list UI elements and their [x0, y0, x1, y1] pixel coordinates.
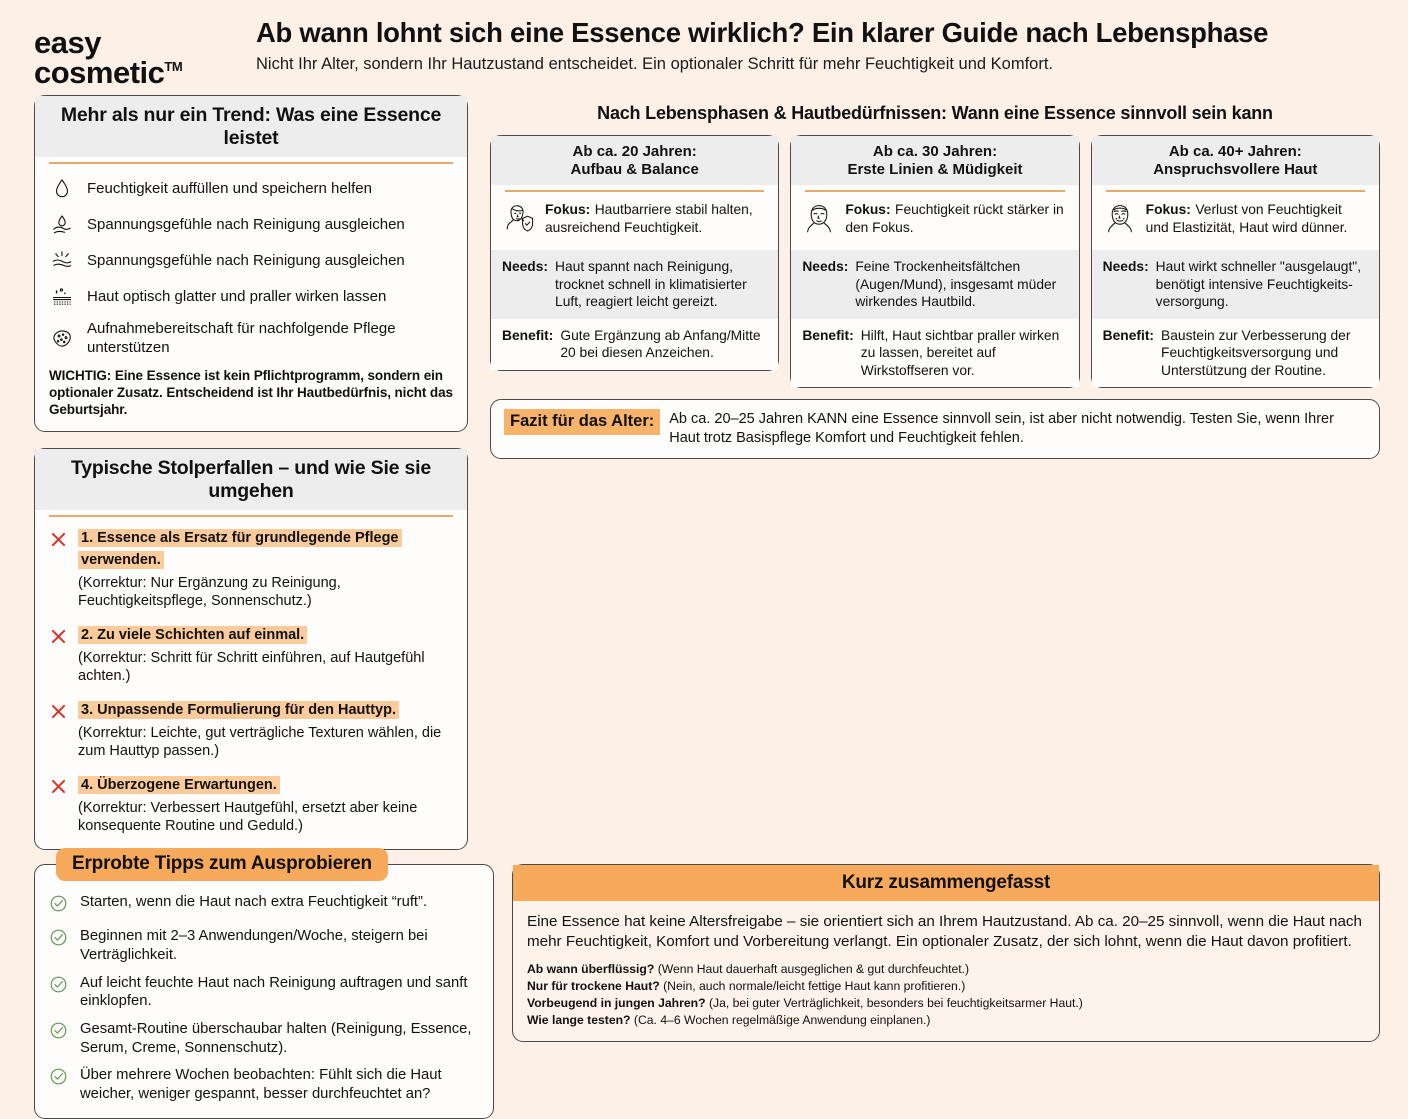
phase-needs-row [491, 250, 778, 319]
list-item-label: Gesamt-Routine überschaubar halten (Reinigung, Essence, Serum, Creme, Sonnenschutz). [80, 1021, 472, 1056]
benefit-label: Benefit: [1102, 327, 1155, 343]
phase-card-header [1092, 136, 1379, 185]
phase-benefit-row [791, 319, 1078, 388]
focus-text: Feuchtigkeit rückt stärker in den Fokus. [845, 202, 1064, 236]
cross-icon [49, 625, 69, 685]
list-item [49, 927, 478, 964]
summary-card-body [513, 901, 1379, 1041]
brand-logo [34, 18, 242, 89]
list-item-label: Spannungsgefühle nach Reinigung ausgleichen [87, 251, 405, 269]
faq-item [527, 961, 1365, 978]
list-item-label: Über mehrere Wochen beobachten: Fühlt sich die Haut weicher, weniger gespannt, besser durchfeuchtet an? [80, 1067, 442, 1102]
pitfalls-card-body [35, 517, 467, 849]
benefit-label: Benefit: [802, 327, 854, 343]
needs-text: Haut spannt nach Reinigung, trocknet schnell in klimatisierter Luft, reagiert leicht gereizt. [555, 259, 747, 310]
list-item-label: Feuchtigkeit auffüllen und speichern helfen [87, 179, 372, 197]
pitfall-correction: (Korrektur: Nur Ergänzung zu Reinigung, Feuchtigkeitspflege, Sonnenschutz.) [78, 574, 341, 609]
needs-label: Needs: [502, 259, 549, 275]
benefits-list [49, 176, 453, 358]
pitfall-correction: (Korrektur: Schritt für Schritt einführen, auf Hautgefühl achten.) [78, 649, 425, 684]
summary-section [512, 864, 1380, 1042]
list-item [49, 212, 453, 238]
pitfall-item [49, 775, 453, 835]
page-title: Ab wann lohnt sich eine Essence wirklich? Ein klarer Guide nach Lebensphase [256, 17, 1269, 48]
benefits-card-title: Mehr als nur ein Trend: Was eine Essence leistet [60, 103, 442, 149]
bottom-row [0, 850, 1408, 1119]
phase-card-header [791, 136, 1078, 185]
splash-icon [49, 248, 75, 274]
list-item [49, 893, 478, 919]
faq-list [527, 961, 1365, 1028]
focus-label: Fokus: [545, 202, 591, 218]
summary-paragraph: Eine Essence hat keine Altersfreigabe – sie orientiert sich an Ihrem Hautzustand. Ab ca. 20–25 sinnvoll, wenn die Haut nach mehr Feuchtigkeit, Komfort und Vorbereitung verlangt. Ein optionaler Zusatz, der sich lohnt, wenn die Haut davon profitiert. [527, 912, 1362, 950]
phase-age-label: Ab ca. 40+ Jahren: [1168, 142, 1302, 160]
faq-question: Vorbeugend in jungen Jahren? [527, 995, 706, 1010]
faq-answer: (Wenn Haut dauerhaft ausgeglichen & gut durchfeuchtet.) [657, 962, 970, 977]
phase-theme-label: Erste Linien & Müdigkeit [847, 160, 1023, 178]
phase-age-label: Ab ca. 30 Jahren: [872, 142, 998, 160]
phases-card-row [490, 135, 1380, 389]
list-item [49, 176, 453, 202]
pitfall-body [78, 528, 453, 610]
list-item-label: Beginnen mit 2–3 Anwendungen/Woche, steigern bei Verträglichkeit. [80, 928, 428, 964]
list-item [49, 248, 453, 274]
benefits-card-header [35, 96, 467, 157]
phase-benefit-row [1092, 319, 1379, 388]
tips-card [34, 864, 494, 1119]
faq-answer: (Nein, auch normale/leicht fettige Haut kann profitieren.) [663, 979, 966, 994]
face-shield-icon [502, 201, 536, 241]
trademark-symbol: TM [164, 59, 183, 75]
important-note: WICHTIG: Eine Essence ist kein Pflichtprogramm, sondern ein optionaler Zusatz. Entscheidend ist Ihr Hautbedürfnis, nicht das Geburtsjahr. [49, 367, 453, 418]
list-item [49, 320, 453, 358]
list-item [49, 1020, 478, 1057]
brand-line-1: easy [34, 25, 101, 60]
pitfall-body [78, 625, 453, 685]
face-tired-icon [802, 201, 836, 241]
pitfalls-card-title: Typische Stolperfallen – und wie Sie sie umgehen [70, 456, 432, 502]
list-item [49, 284, 453, 310]
phase-focus-text-wrap [1146, 201, 1368, 241]
pitfall-item [49, 625, 453, 685]
drop-on-hand-icon [49, 212, 75, 238]
check-circle-icon [49, 1020, 69, 1057]
fazit-banner [490, 399, 1380, 459]
phase-focus-row [1092, 192, 1379, 250]
faq-item [527, 1012, 1365, 1029]
header-text [242, 18, 1380, 75]
focus-label: Fokus: [845, 202, 891, 218]
faq-question: Nur für trockene Haut? [527, 979, 660, 994]
right-column [490, 95, 1380, 850]
pitfall-correction: (Korrektur: Leichte, gut verträgliche Texturen wählen, die zum Hauttyp passen.) [78, 724, 442, 759]
check-circle-icon [49, 893, 69, 919]
faq-item [527, 995, 1365, 1012]
faq-answer: (Ca. 4–6 Wochen regelmäßige Anwendung einplanen.) [633, 1012, 931, 1027]
pitfall-title: 4. Überzogene Erwartungen. [78, 776, 280, 794]
tips-section [34, 852, 494, 1119]
brand-line-2-text: cosmetic [34, 55, 165, 91]
faq-question: Wie lange testen? [527, 1012, 631, 1027]
header [0, 0, 1408, 95]
left-column [34, 95, 468, 850]
face-mature-icon [1103, 201, 1137, 241]
list-item-label: Haut optisch glatter und praller wirken lassen [87, 287, 387, 305]
phase-needs-row [791, 250, 1078, 319]
page-subtitle: Nicht Ihr Alter, sondern Ihr Hautzustand entscheidet. Ein optionaler Schritt für mehr Feuchtigkeit und Komfort. [256, 54, 1053, 73]
pitfall-body [78, 775, 453, 835]
benefit-text: Hilft, Haut sichtbar praller wirken zu lassen, bereitet auf Wirkstoffseren vor. [860, 327, 1060, 378]
pitfalls-card [34, 448, 468, 850]
tips-card-title: Erprobte Tipps zum Ausprobieren [56, 848, 388, 881]
list-item-label: Aufnahmebereitschaft für nachfolgende Pflege unterstützen [87, 320, 396, 356]
list-item-label: Spannungsgefühle nach Reinigung ausgleichen [87, 215, 405, 233]
focus-text: Verlust von Feuchtigkeit und Elastizität, Haut wird dünner. [1145, 202, 1348, 236]
pitfall-title: 1. Essence als Ersatz für grundlegende Pflege verwenden. [78, 529, 402, 569]
benefits-card-body [35, 164, 467, 430]
faq-item [527, 978, 1365, 995]
fazit-text: Ab ca. 20–25 Jahren KANN eine Essence sinnvoll sein, ist aber nicht notwendig. Testen Sie, wenn Ihrer Haut trotz Basispflege Komfort und Feuchtigkeit fehlen. [669, 411, 1334, 447]
pitfall-body [78, 700, 453, 760]
phases-section-title: Nach Lebensphasen & Hautbedürfnissen: Wann eine Essence sinnvoll sein kann [597, 102, 1273, 123]
needs-label: Needs: [1102, 259, 1149, 275]
phase-card-40 [1091, 135, 1380, 389]
list-item [49, 974, 478, 1011]
list-item-label: Starten, wenn die Haut nach extra Feuchtigkeit “ruft”. [80, 893, 428, 910]
summary-card-title: Kurz zusammengefasst [513, 865, 1379, 901]
pitfall-item [49, 700, 453, 760]
water-drop-icon [49, 176, 75, 202]
cross-icon [49, 528, 69, 610]
benefit-text: Gute Ergänzung ab Anfang/Mitte 20 bei diesen Anzeichen. [560, 327, 761, 361]
cross-icon [49, 700, 69, 760]
phase-theme-label: Aufbau & Balance [570, 160, 699, 178]
benefit-text: Baustein zur Verbesserung der Feuchtigkeitsversorgung und Unterstützung der Routine. [1161, 327, 1351, 378]
phase-focus-row [791, 192, 1078, 250]
faq-answer: (Ja, bei guter Verträglichkeit, besonders bei feuchtigkeitsarmer Haut.) [708, 995, 1083, 1010]
check-circle-icon [49, 1066, 69, 1103]
phase-focus-row [491, 192, 778, 250]
phase-benefit-row [491, 319, 778, 370]
needs-label: Needs: [802, 259, 849, 275]
pitfalls-card-header [35, 449, 467, 510]
needs-text: Haut wirkt schneller "ausgelaugt", benötigt intensive Feuchtigkeits-versorgung. [1155, 259, 1362, 310]
phase-focus-text-wrap [545, 201, 767, 241]
check-circle-icon [49, 927, 69, 964]
brand-line-2 [34, 55, 242, 91]
pitfall-title: 2. Zu viele Schichten auf einmal. [78, 626, 307, 644]
sponge-icon [49, 326, 75, 352]
list-item-label: Auf leicht feuchte Haut nach Reinigung auftragen und sanft einklopfen. [80, 974, 468, 1010]
needs-text: Feine Trockenheitsfältchen (Augen/Mund), insgesamt müder wirkendes Hautbild. [855, 259, 1057, 310]
main-content [0, 95, 1408, 850]
faq-question: Ab wann überflüssig? [527, 962, 655, 977]
phase-focus-text-wrap [845, 201, 1067, 241]
focus-text: Hautbarriere stabil halten, ausreichend Feuchtigkeit. [545, 202, 753, 236]
pitfall-correction: (Korrektur: Verbessert Hautgefühl, ersetzt aber keine konsequente Routine und Geduld.) [78, 799, 418, 834]
phase-age-label: Ab ca. 20 Jahren: [572, 142, 697, 160]
phase-theme-label: Anspruchsvollere Haut [1153, 160, 1318, 178]
tips-list [49, 893, 478, 1104]
smooth-skin-icon [49, 284, 75, 310]
focus-label: Fokus: [1145, 202, 1191, 218]
fazit-label: Fazit für das Alter: [504, 409, 660, 434]
phase-card-30 [790, 135, 1079, 389]
check-circle-icon [49, 974, 69, 1011]
cross-icon [49, 775, 69, 835]
summary-card [512, 864, 1380, 1042]
list-item [49, 1066, 478, 1103]
phase-needs-row [1092, 250, 1379, 319]
pitfall-item [49, 528, 453, 610]
phase-card-header [491, 136, 778, 185]
phase-card-20 [490, 135, 779, 371]
pitfall-title: 3. Unpassende Formulierung für den Hauttyp. [78, 701, 399, 719]
benefit-label: Benefit: [502, 327, 554, 343]
benefits-card [34, 95, 468, 432]
